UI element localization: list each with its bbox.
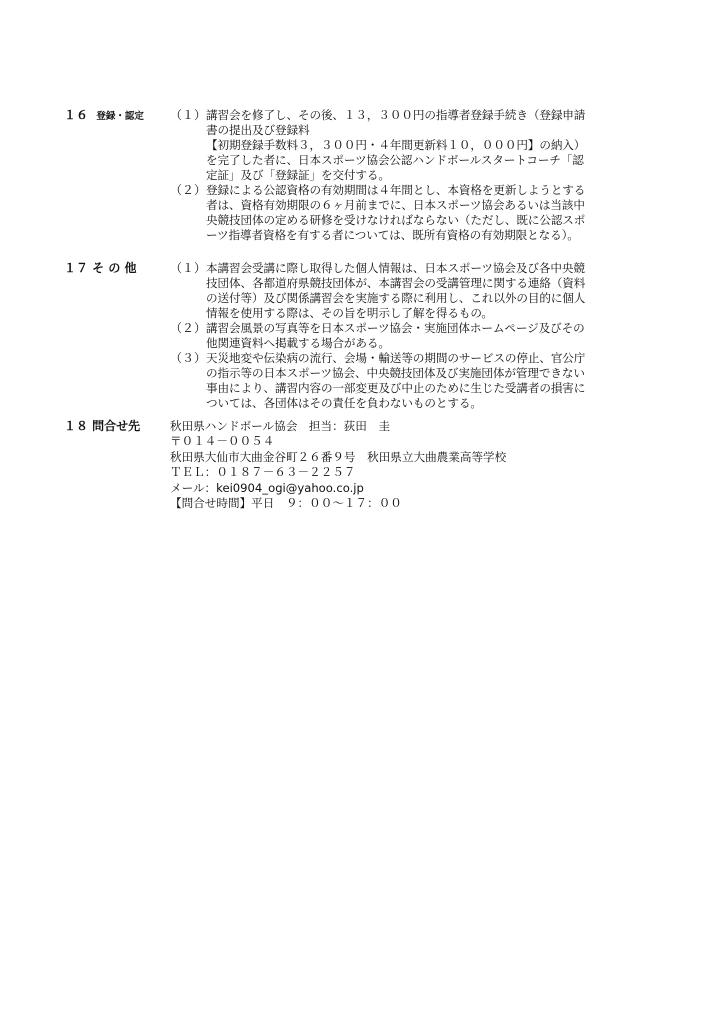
text-line: を完了した者に、日本スポーツ協会公認ハンドボールスタートコーチ「認 [206, 153, 584, 167]
item-number: （２） [170, 321, 207, 335]
section-17-item-2 [170, 321, 662, 353]
text-line: 央競技団体の定める研修を受けなければならない（ただし、既に公認スポ [206, 213, 586, 227]
contact-hours: 【問合せ時間】平日 ９：００～１７：００ [170, 496, 402, 511]
item-number: （１） [170, 261, 207, 275]
item-text [206, 351, 660, 411]
text-line: 講習会を修了し、その後、１３，３００円の指導者登録手続き（登録申請 [206, 108, 586, 122]
item-number: （２） [170, 183, 207, 197]
text-line: の指示等の日本スポーツ協会、中央競技団体及び実施団体が管理できない [206, 366, 585, 380]
section-16-number: １６ [64, 108, 89, 122]
text-line: 講習会風景の写真等を日本スポーツ協会・実施団体ホームページ及びその [206, 321, 585, 335]
text-line: の送付等）及び関係講習会を実施する際に利用し、これ以外の目的に個人 [206, 291, 586, 305]
text-line: 書の提出及び登録料 [206, 123, 310, 137]
text-line: ついては、各団体はその責任を負わないものとする。 [206, 396, 482, 410]
section-16-heading [64, 108, 176, 124]
item-number: （１） [170, 108, 207, 122]
text-line: 本講習会受講に際し取得した個人情報は、日本スポーツ協会及び各中央競 [206, 261, 585, 275]
section-17-item-1 [170, 261, 662, 323]
contact-block [170, 419, 662, 511]
section-16-item-2 [170, 183, 662, 245]
text-line: 登録による公認資格の有効期間は４年間とし、本資格を更新しようとする [206, 183, 586, 197]
section-17-other [64, 261, 664, 411]
text-line: 情報を使用する際は、その旨を明示し了解を得るもの。 [206, 306, 493, 320]
section-18-heading: １８ 問合せ先 [64, 419, 141, 433]
section-16-label: 登録・認定 [96, 111, 144, 122]
contact-postal-code: 〒０１４－００５４ [170, 434, 275, 449]
item-text [206, 261, 660, 321]
text-line: 【初期登録手数料３，３００円・４年間更新料１０，０００円】の納入） [206, 138, 586, 152]
item-text [206, 321, 660, 351]
text-line: 天災地変や伝染病の流行、会場・輸送等の期間のサービスの停止、官公庁 [206, 351, 586, 365]
contact-organization: 秋田県ハンドボール協会 担当：荻田 圭 [170, 419, 391, 433]
text-line: 事由により、講習内容の一部変更及び中止のために生じた受講者の損害に [206, 381, 586, 395]
section-17-item-3 [170, 351, 662, 413]
item-number: （３） [170, 351, 207, 365]
section-16-item-1 [170, 108, 662, 188]
text-line: 他関連資料へ掲載する場合がある。 [206, 336, 390, 350]
text-line: 者は、資格有効期限の６ヶ月前までに、日本スポーツ協会あるいは当該中 [206, 198, 585, 212]
text-line: ーツ指導者資格を有する者については、既所有資格の有効期限となる）。 [206, 228, 579, 242]
section-16-registration [64, 108, 664, 248]
text-line: 定証」及び「登録証」を交付する。 [206, 168, 390, 182]
section-18-contact [64, 419, 664, 519]
item-text [206, 183, 660, 243]
section-17-heading: １７ そ の 他 [64, 261, 137, 275]
item-text [206, 108, 660, 183]
contact-email[interactable]: メール：kei0904_ogi@yahoo.co.jp [170, 480, 364, 495]
contact-phone: ＴＥＬ：０１８７－６３－２２５７ [170, 465, 356, 480]
contact-address: 秋田県大仙市大曲金谷町２６番９号 秋田県立大曲農業高等学校 [170, 449, 507, 464]
text-line: 技団体、各都道府県競技団体が、本講習会の受講管理に関する連絡（資料 [206, 276, 586, 290]
